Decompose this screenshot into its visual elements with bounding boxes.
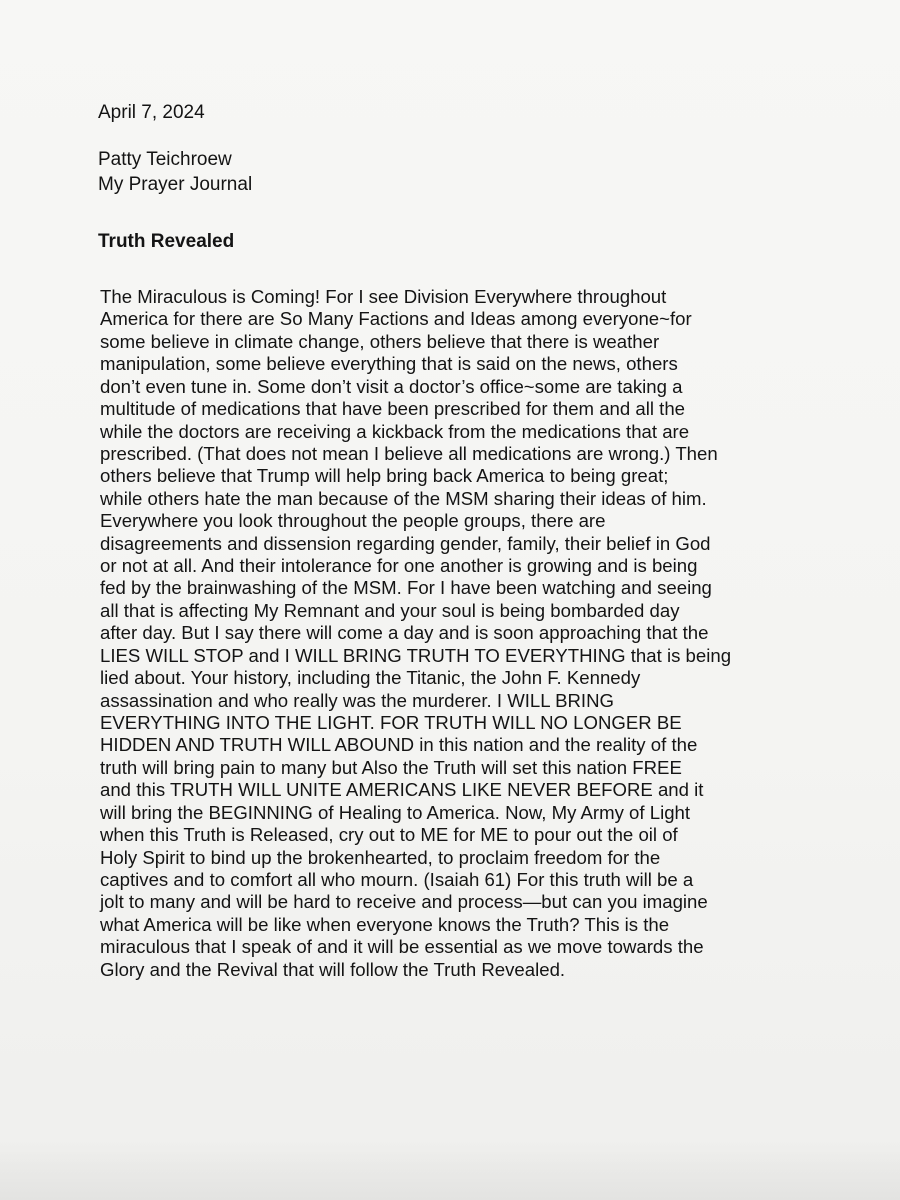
body-line: while others hate the man because of the MSM sharing their ideas of him.	[100, 487, 707, 509]
body-line: America for there are So Many Factions and Ideas among everyone~for	[100, 308, 692, 330]
body-line: Glory and the Revival that will follow the Truth Revealed.	[100, 958, 566, 980]
letter-header	[98, 148, 252, 197]
body-line: The Miraculous is Coming! For I see Division Everywhere throughout	[100, 286, 667, 307]
body-line: while the doctors are receiving a kickback from the medications that are	[100, 420, 690, 442]
body-line: EVERYTHING INTO THE LIGHT. FOR TRUTH WILL NO LONGER BE	[100, 712, 682, 734]
body-line: truth will bring pain to many but Also the Truth will set this nation FREE	[100, 756, 682, 778]
body-line: will bring the BEGINNING of Healing to America. Now, My Army of Light	[100, 801, 691, 823]
body-line: lied about. Your history, including the Titanic, the John F. Kennedy	[100, 667, 641, 689]
body-line: all that is affecting My Remnant and your soul is being bombarded day	[100, 599, 680, 621]
body-line: and this TRUTH WILL UNITE AMERICANS LIKE NEVER BEFORE and it	[100, 779, 704, 801]
letter-title: Truth Revealed	[98, 231, 235, 252]
body-line: others believe that Trump will help bring back America to being great;	[100, 465, 669, 487]
body-line: manipulation, some believe everything that is said on the news, others	[100, 353, 678, 375]
body-line: when this Truth is Released, cry out to ME for ME to pour out the oil of	[100, 824, 678, 846]
body-line: captives and to comfort all who mourn. (Isaiah 61) For this truth will be a	[100, 868, 694, 890]
body-line: don’t even tune in. Some don’t visit a doctor’s office~some are taking a	[100, 375, 683, 397]
body-line: what America will be like when everyone knows the Truth? This is the	[100, 913, 670, 935]
body-line: LIES WILL STOP and I WILL BRING TRUTH TO EVERYTHING that is being	[100, 644, 732, 666]
body-line: some believe in climate change, others believe that there is weather	[100, 330, 660, 352]
author-name: Patty Teichroew	[98, 149, 232, 170]
journal-name: My Prayer Journal	[98, 173, 253, 195]
body-line: HIDDEN AND TRUTH WILL ABOUND in this nation and the reality of the	[100, 734, 698, 756]
letter-body	[100, 286, 820, 981]
body-line: or not at all. And their intolerance for one another is growing and is being	[100, 555, 698, 577]
body-line: Holy Spirit to bind up the brokenhearted, to proclaim freedom for the	[100, 846, 661, 868]
body-line: disagreements and dissension regarding gender, family, their belief in God	[100, 532, 711, 554]
body-line: assassination and who really was the murderer. I WILL BRING	[100, 689, 614, 711]
body-line: prescribed. (That does not mean I believe all medications are wrong.) Then	[100, 442, 718, 464]
letter-date: April 7, 2024	[98, 102, 205, 123]
body-line: jolt to many and will be hard to receive and process—but can you imagine	[100, 891, 708, 913]
body-line: miraculous that I speak of and it will be essential as we move towards the	[100, 936, 704, 958]
body-line: after day. But I say there will come a day and is soon approaching that the	[100, 622, 709, 644]
body-line: fed by the brainwashing of the MSM. For I have been watching and seeing	[100, 577, 712, 599]
page-shadow	[0, 1140, 900, 1200]
body-line: multitude of medications that have been prescribed for them and all the	[100, 398, 686, 420]
body-line: Everywhere you look throughout the people groups, there are	[100, 510, 606, 532]
